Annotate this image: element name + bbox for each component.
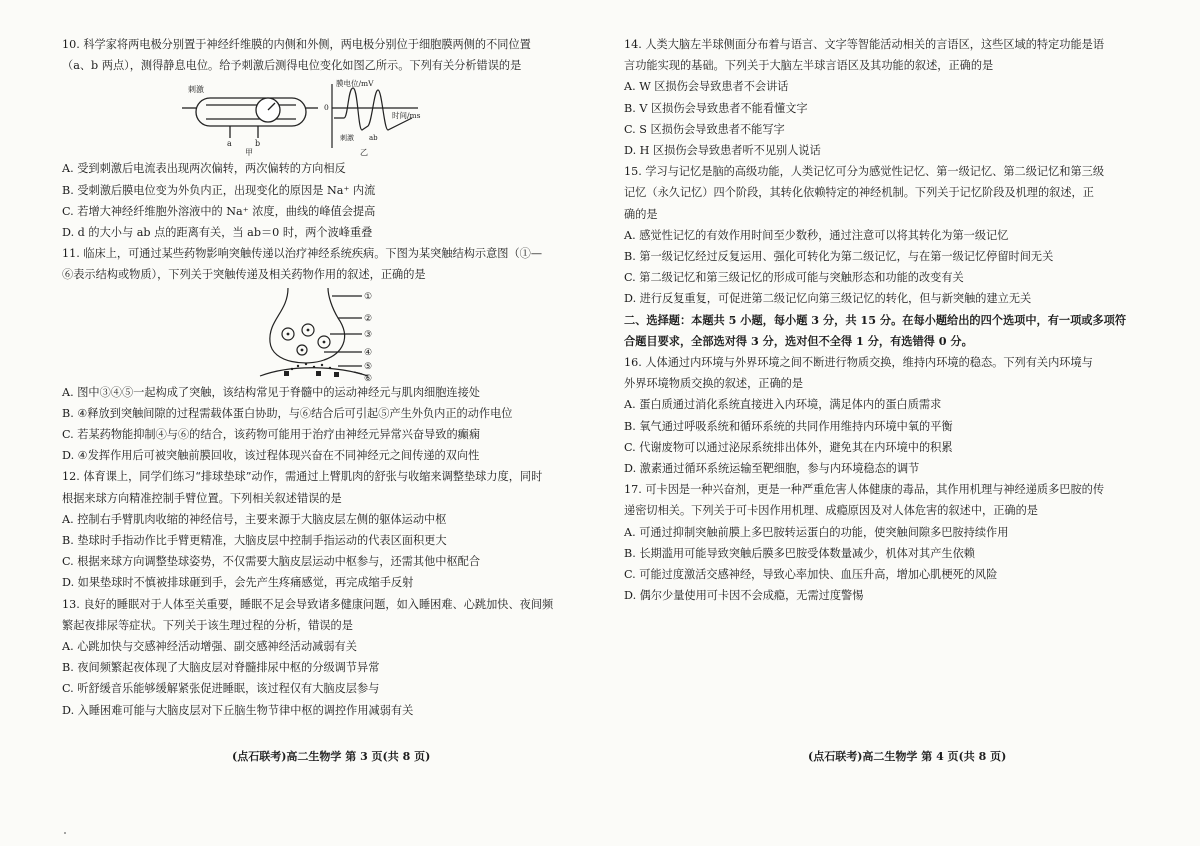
fig-axis-y-label: 膜电位/mV (336, 79, 374, 89)
q10-option-b: B. 受刺激后膜电位变为外负内正，出现变化的原因是 Na⁺ 内流 (62, 183, 376, 197)
question-14 (624, 34, 1172, 161)
q11-option-b: B. ④释放到突触间隙的过程需载体蛋白协助，与⑥结合后可引起⑤产生外负内正的动作电位 (62, 406, 513, 420)
q11-option-c: C. 若某药物能抑制④与⑥的结合，该药物可能用于治疗由神经元异常兴奋导致的癫痫 (62, 428, 481, 442)
fig-zero-label: 0 (324, 103, 329, 113)
q17-stem: 17. 可卡因是一种兴奋剂，更是一种严重危害人体健康的毒品，其作用机理与神经递质多巴胺的传 (624, 483, 1105, 497)
q12-stem: 12. 体育课上，同学们练习“排球垫球”动作，需通过上臂肌肉的舒张与收缩来调整垫球力度，同时 (62, 470, 543, 484)
synapse-marker-1: ① (364, 291, 373, 302)
question-11 (62, 243, 582, 466)
fig-d-label: ab (369, 134, 378, 143)
q17-option-c: C. 可能过度激活交感神经，导致心率加快、血压升高，增加心肌梗死的风险 (624, 568, 998, 582)
q16-option-d: D. 激素通过循环系统运输至靶细胞，参与内环境稳态的调节 (624, 462, 920, 476)
q13-stem: 13. 良好的睡眠对于人体至关重要，睡眠不足会导致诸多健康问题，如入睡困难、心跳加快、夜间频 (62, 597, 554, 611)
question-12 (62, 466, 582, 593)
synapse-marker-6: ⑥ (364, 373, 373, 382)
fig-jia-label: 甲 (245, 148, 253, 157)
scan-speck (64, 832, 66, 834)
q15-stem-cont: 记忆（永久记忆）四个阶段，其转化依赖特定的神经机制。下列关于记忆阶段及机理的叙述，正 (624, 186, 1094, 200)
q11-stem-cont: ⑥表示结构或物质），下列关于突触传递及相关药物作用的叙述，正确的是 (62, 268, 426, 282)
left-page-footer: (点石联考)高二生物学 第 3 页(共 8 页) (232, 750, 431, 763)
synapse-marker-3: ③ (364, 329, 373, 340)
q10-figure-svg (62, 78, 582, 156)
q14-option-d: D. H 区损伤会导致患者听不见别人说话 (624, 144, 821, 158)
q15-option-a: A. 感觉性记忆的有效作用时间至少数秒，通过注意可以将其转化为第一级记忆 (624, 228, 1009, 242)
q10-option-d: D. d 的大小与 ab 点的距离有关，当 ab＝0 时，两个波峰重叠 (62, 226, 373, 240)
q12-option-d: D. 如果垫球时不慎被排球砸到手，会先产生疼痛感觉，再完成缩手反射 (62, 576, 414, 590)
q17-option-a: A. 可通过抑制突触前膜上多巴胺转运蛋白的功能，使突触间隙多巴胺持续作用 (624, 525, 1009, 539)
fig-stim-label: 刺激 (188, 85, 204, 95)
q15-stem-cont2: 确的是 (624, 207, 658, 221)
question-17 (624, 479, 1172, 606)
q12-option-c: C. 根据来球方向调整垫球姿势，不仅需要大脑皮层运动中枢参与，还需其他中枢配合 (62, 555, 481, 569)
right-page (600, 0, 1200, 846)
q17-stem-cont: 递密切相关。下列关于可卡因作用机理、成瘾原因及对人体危害的叙述中，正确的是 (624, 504, 1038, 518)
fig-axis-x-label: 时间/ms (392, 111, 421, 121)
synapse-marker-2: ② (364, 313, 373, 324)
q13-option-a: A. 心跳加快与交感神经活动增强、副交感神经活动减弱有关 (62, 640, 357, 654)
q16-stem: 16. 人体通过内环境与外界环境之间不断进行物质交换，维持内环境的稳态。下列有关内环境与 (624, 356, 1093, 370)
section-2-heading: 二、选择题：本题共 5 小题，每小题 3 分，共 15 分。在每小题给出的四个选项中，有一项或多项符 (624, 312, 1127, 327)
q12-stem-cont: 根据来球方向精准控制手臂位置。下列相关叙述错误的是 (62, 491, 342, 505)
q12-option-a: A. 控制右手臂肌肉收缩的神经信号，主要来源于大脑皮层左侧的躯体运动中枢 (62, 512, 447, 526)
q11-synapse-svg (62, 286, 582, 382)
q13-option-d: D. 入睡困难可能与大脑皮层对下丘脑生物节律中枢的调控作用减弱有关 (62, 703, 414, 717)
q10-option-a: A. 受到刺激后电流表出现两次偏转，两次偏转的方向相反 (62, 162, 346, 176)
fig-a-label: a (227, 139, 232, 149)
q14-option-c: C. S 区损伤会导致患者不能写字 (624, 122, 785, 136)
q15-option-c: C. 第二级记忆和第三级记忆的形成可能与突触形态和功能的改变有关 (624, 271, 964, 285)
q14-option-b: B. V 区损伤会导致患者不能看懂文字 (624, 101, 808, 115)
q12-option-b: B. 垫球时手指动作比手臂更精准，大脑皮层中控制手指运动的代表区面积更大 (62, 534, 447, 548)
question-16 (624, 352, 1172, 479)
q15-stem: 15. 学习与记忆是脑的高级功能，人类记忆可分为感觉性记忆、第一级记忆、第二级记忆和第三级 (624, 165, 1105, 179)
fig-stim2-label: 刺激 (340, 134, 354, 143)
q11-figure (62, 286, 582, 382)
q10-figure (62, 78, 582, 156)
q17-option-b: B. 长期滥用可能导致突触后膜多巴胺受体数量减少，机体对其产生依赖 (624, 546, 975, 560)
q14-option-a: A. W 区损伤会导致患者不会讲话 (624, 80, 789, 94)
q11-option-d: D. ④发挥作用后可被突触前膜回收，该过程体现兴奋在不同神经元之间传递的双向性 (62, 449, 480, 463)
synapse-marker-5: ⑤ (364, 361, 373, 372)
q16-option-a: A. 蛋白质通过消化系统直接进入内环境，满足体内的蛋白质需求 (624, 398, 942, 412)
q16-stem-cont: 外界环境物质交换的叙述，正确的是 (624, 377, 804, 391)
q13-stem-cont: 繁起夜排尿等症状。下列关于该生理过程的分析，错误的是 (62, 618, 353, 632)
section-2-heading-cont: 合题目要求，全部选对得 3 分，选对但不全得 1 分，有选错得 0 分。 (624, 333, 973, 348)
q14-stem: 14. 人类大脑左半球侧面分布着与语言、文字等智能活动相关的言语区，这些区域的特定功能是语 (624, 38, 1105, 51)
q16-option-b: B. 氧气通过呼吸系统和循环系统的共同作用维持内环境中氧的平衡 (624, 419, 953, 433)
fig-b-label: b (255, 139, 261, 149)
q15-option-d: D. 进行反复重复，可促进第二级记忆向第三级记忆的转化，但与新突触的建立无关 (624, 292, 1032, 306)
right-page-footer: (点石联考)高二生物学 第 4 页(共 8 页) (808, 750, 1007, 763)
synapse-marker-4: ④ (364, 347, 373, 358)
q10-stem-cont: （a、b 两点），测得静息电位。给予刺激后测得电位变化如图乙所示。下列有关分析错误的是 (62, 59, 522, 73)
q10-option-c: C. 若增大神经纤维胞外溶液中的 Na⁺ 浓度，曲线的峰值会提高 (62, 204, 376, 218)
q11-option-a: A. 图中③④⑤一起构成了突触，该结构常见于脊髓中的运动神经元与肌肉细胞连接处 (62, 385, 480, 399)
right-column (624, 34, 1172, 606)
q16-option-c: C. 代谢废物可以通过泌尿系统排出体外，避免其在内环境中的积累 (624, 440, 953, 454)
fig-yi-label: 乙 (360, 148, 368, 157)
q13-option-b: B. 夜间频繁起夜体现了大脑皮层对脊髓排尿中枢的分级调节异常 (62, 661, 380, 675)
question-10 (62, 34, 582, 243)
q17-option-d: D. 偶尔少量使用可卡因不会成瘾，无需过度警惕 (624, 589, 864, 603)
q11-stem: 11. 临床上，可通过某些药物影响突触传递以治疗神经系统疾病。下图为某突触结构示意图（①— (62, 247, 543, 261)
question-13 (62, 594, 582, 721)
q15-option-b: B. 第一级记忆经过反复运用、强化可转化为第二级记忆，与在第一级记忆停留时间无关 (624, 250, 1054, 264)
q14-stem-cont: 言功能实现的基础。下列关于大脑左半球言语区及其功能的叙述，正确的是 (624, 59, 994, 73)
q13-option-c: C. 听舒缓音乐能够缓解紧张促进睡眠，该过程仅有大脑皮层参与 (62, 682, 380, 696)
question-15 (624, 161, 1172, 309)
left-column (62, 34, 582, 721)
q10-stem: 10. 科学家将两电极分别置于神经纤维膜的内侧和外侧，两电极分别位于细胞膜两侧的不同位置 (62, 38, 531, 51)
